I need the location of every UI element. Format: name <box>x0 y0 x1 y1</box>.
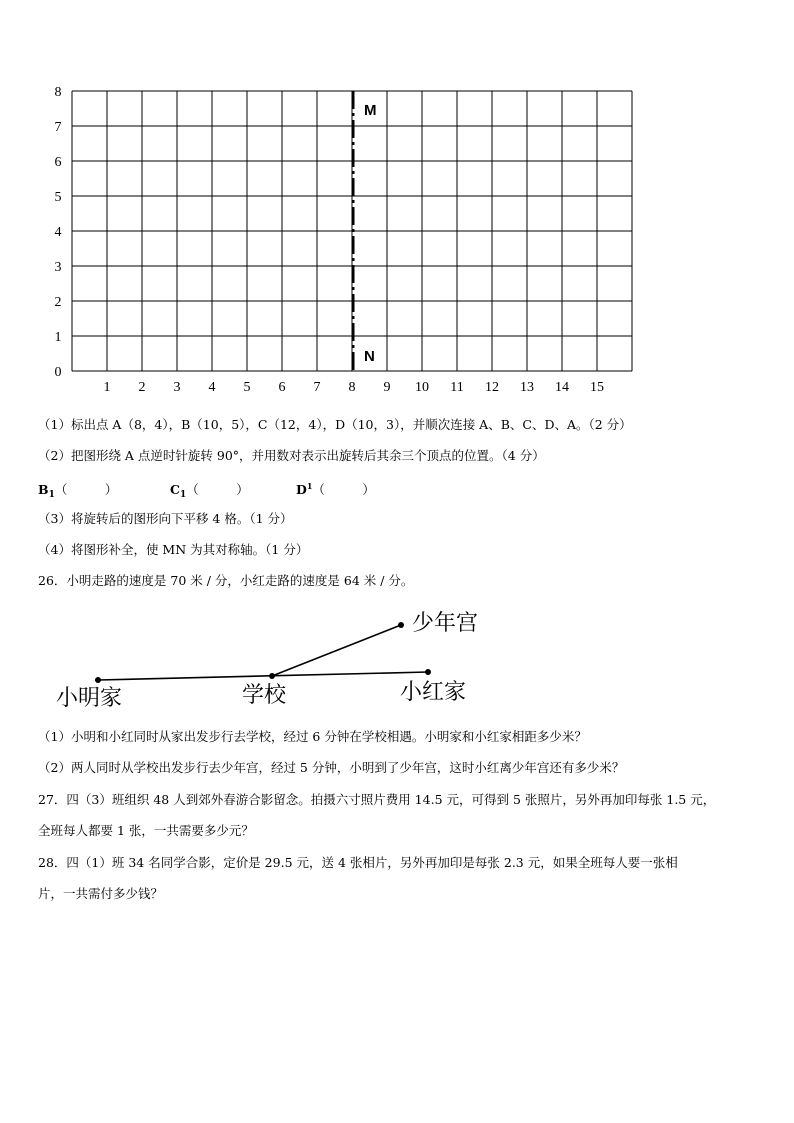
x-tick-label: 10 <box>415 380 429 395</box>
x-tick-label: 13 <box>520 380 534 395</box>
y-tick-label: 1 <box>54 330 62 345</box>
c1-sub: 1 <box>179 490 187 500</box>
y-tick-label: 2 <box>54 295 62 310</box>
question-4: （4）将图形补全，使 MN 为其对称轴。（1 分） <box>38 542 309 557</box>
problem-26-question-2: （2）两人同时从学校出发步行去少年宫，经过 5 分钟，小明到了少年宫，这时小红离少年宫还有多少米？ <box>38 760 625 775</box>
problem-27-line-1: 27．四（3）班组织 48 人到郊外春游合影留念。拍摄六寸照片费用 14.5 元，可得到 5 张照片，另外再加印每张 1.5 元， <box>38 792 716 807</box>
b1-label: B <box>38 482 49 497</box>
problem-26-intro: 26．小明走路的速度是 70 米 / 分，小红走路的速度是 64 米 / 分。 <box>38 573 414 588</box>
y-tick-label: 0 <box>54 365 62 380</box>
x-tick-label: 7 <box>313 380 321 395</box>
point-xiaoming-home <box>95 677 101 683</box>
question-1: （1）标出点 A（8，4），B（10，5），C（12，4），D（10，3），并顺次连接 A、B、C、D、A。（2 分） <box>38 417 632 432</box>
y-tick-label: 4 <box>54 225 62 240</box>
question-3: （3）将旋转后的图形向下平移 4 格。（1 分） <box>38 511 293 526</box>
point-xiaohong-home <box>425 669 431 675</box>
label-xiaoming-home: 小明家 <box>56 686 123 711</box>
y-tick-label: 6 <box>54 155 62 170</box>
route-line-main <box>98 672 428 680</box>
x-tick-label: 3 <box>173 380 181 395</box>
question-2: （2）把图形绕 A 点逆时针旋转 90°，并用数对表示出旋转后其余三个顶点的位置。（4 分） <box>38 448 545 463</box>
x-tick-label: 4 <box>208 380 216 395</box>
label-n: N <box>364 348 375 365</box>
x-tick-label: 11 <box>450 380 464 395</box>
c1-label: C <box>170 482 180 497</box>
x-tick-label: 6 <box>278 380 286 395</box>
d1-blank[interactable]: （ ） <box>312 482 375 497</box>
x-tick-label: 15 <box>590 380 604 395</box>
label-school: 学校 <box>242 683 287 708</box>
x-tick-label: 5 <box>243 380 251 395</box>
d1-sup: 1 <box>306 481 313 491</box>
y-tick-label: 5 <box>54 190 62 205</box>
x-tick-label: 2 <box>138 380 146 395</box>
x-tick-label: 12 <box>485 380 499 395</box>
b1-blank[interactable]: （ ） <box>54 482 118 497</box>
x-tick-label: 1 <box>103 380 111 395</box>
b1-sub: 1 <box>48 490 55 500</box>
y-tick-label: 7 <box>54 120 62 135</box>
label-youth-palace: 少年宫 <box>412 611 479 636</box>
label-xiaohong-home: 小红家 <box>400 680 467 705</box>
problem-27-line-2: 全班每人都要 1 张，一共需要多少元？ <box>38 823 254 838</box>
point-school <box>269 673 275 679</box>
x-tick-label: 9 <box>383 380 391 395</box>
c1-blank[interactable]: （ ） <box>186 482 249 497</box>
label-m: M <box>364 102 377 119</box>
problem-28-line-1: 28．四（1）班 34 名同学合影，定价是 29.5 元，送 4 张相片，另外再加印是每张 2.3 元，如果全班每人要一张相 <box>38 855 678 870</box>
y-tick-label: 8 <box>54 85 62 100</box>
d1-label: D <box>296 482 307 497</box>
problem-28-line-2: 片，一共需付多少钱？ <box>38 886 164 901</box>
x-tick-label: 14 <box>555 380 569 395</box>
problem-26-question-1: （1）小明和小红同时从家出发步行去学校，经过 6 分钟在学校相遇。小明家和小红家相距多少米？ <box>38 729 587 744</box>
y-tick-label: 3 <box>54 260 62 275</box>
point-youth-palace <box>398 622 404 628</box>
route-line-palace <box>272 625 401 676</box>
x-tick-label: 8 <box>348 380 356 395</box>
